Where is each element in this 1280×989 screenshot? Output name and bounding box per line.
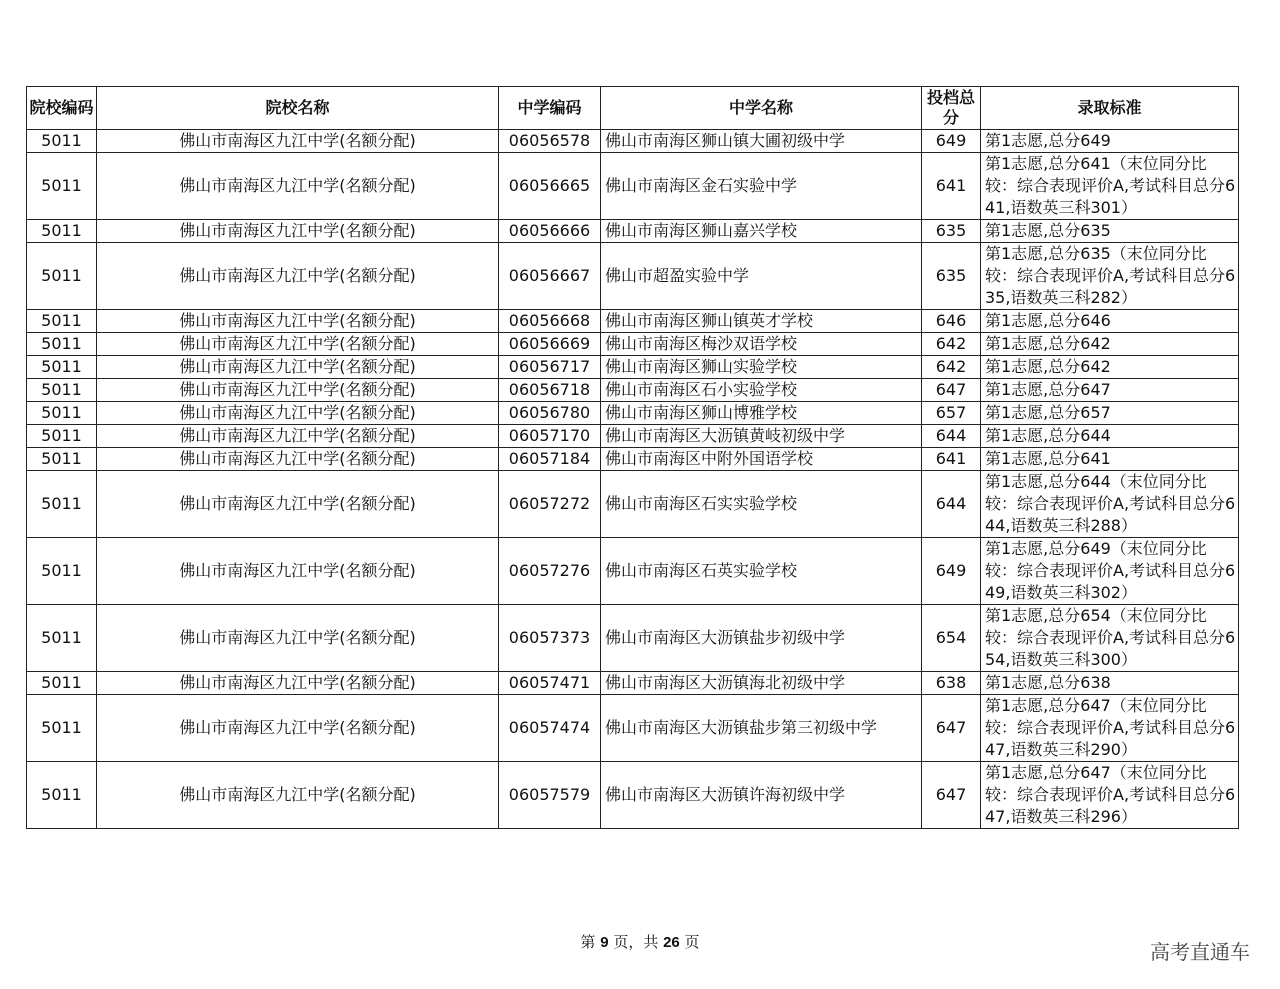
cell-school-code: 5011 [27, 310, 97, 333]
cell-middle-code: 06056717 [499, 356, 601, 379]
cell-score: 647 [922, 379, 981, 402]
cell-middle-code: 06056780 [499, 402, 601, 425]
cell-school-name: 佛山市南海区九江中学(名额分配) [97, 130, 499, 153]
cell-standard: 第1志愿,总分635（末位同分比较：综合表现评价A,考试科目总分635,语数英三科282） [981, 243, 1239, 310]
header-middle-name: 中学名称 [601, 87, 922, 130]
cell-middle-name: 佛山市南海区石英实验学校 [601, 538, 922, 605]
header-school-name: 院校名称 [97, 87, 499, 130]
cell-school-code: 5011 [27, 695, 97, 762]
cell-score: 641 [922, 153, 981, 220]
cell-school-name: 佛山市南海区九江中学(名额分配) [97, 243, 499, 310]
cell-middle-name: 佛山市南海区梅沙双语学校 [601, 333, 922, 356]
cell-middle-code: 06057276 [499, 538, 601, 605]
cell-standard: 第1志愿,总分641 [981, 448, 1239, 471]
cell-middle-code: 06056668 [499, 310, 601, 333]
table-header-row [27, 87, 1239, 130]
cell-standard: 第1志愿,总分642 [981, 356, 1239, 379]
header-standard: 录取标准 [981, 87, 1239, 130]
cell-school-code: 5011 [27, 605, 97, 672]
cell-middle-name: 佛山市南海区大沥镇盐步初级中学 [601, 605, 922, 672]
cell-score: 641 [922, 448, 981, 471]
cell-score: 647 [922, 695, 981, 762]
cell-standard: 第1志愿,总分644（末位同分比较：综合表现评价A,考试科目总分644,语数英三科288） [981, 471, 1239, 538]
cell-score: 654 [922, 605, 981, 672]
cell-school-name: 佛山市南海区九江中学(名额分配) [97, 605, 499, 672]
cell-school-code: 5011 [27, 379, 97, 402]
cell-school-code: 5011 [27, 425, 97, 448]
footer-page-number: 9 [600, 934, 609, 951]
header-middle-code: 中学编码 [499, 87, 601, 130]
cell-standard: 第1志愿,总分638 [981, 672, 1239, 695]
cell-score: 649 [922, 130, 981, 153]
admission-table [26, 86, 1239, 829]
table-row [27, 333, 1239, 356]
cell-school-code: 5011 [27, 220, 97, 243]
page-footer [0, 931, 1280, 952]
header-school-code: 院校编码 [27, 87, 97, 130]
cell-school-name: 佛山市南海区九江中学(名额分配) [97, 672, 499, 695]
cell-middle-name: 佛山市南海区狮山镇大圃初级中学 [601, 130, 922, 153]
cell-middle-code: 06057170 [499, 425, 601, 448]
header-score: 投档总分 [922, 87, 981, 130]
footer-total-pages: 26 [663, 934, 680, 951]
cell-school-code: 5011 [27, 243, 97, 310]
cell-school-name: 佛山市南海区九江中学(名额分配) [97, 762, 499, 829]
cell-middle-code: 06057474 [499, 695, 601, 762]
cell-school-code: 5011 [27, 762, 97, 829]
cell-school-name: 佛山市南海区九江中学(名额分配) [97, 379, 499, 402]
cell-middle-name: 佛山市南海区狮山博雅学校 [601, 402, 922, 425]
table-row [27, 130, 1239, 153]
table-row [27, 762, 1239, 829]
cell-middle-code: 06056666 [499, 220, 601, 243]
cell-standard: 第1志愿,总分641（末位同分比较：综合表现评价A,考试科目总分641,语数英三科301） [981, 153, 1239, 220]
cell-middle-name: 佛山市南海区大沥镇海北初级中学 [601, 672, 922, 695]
cell-school-name: 佛山市南海区九江中学(名额分配) [97, 471, 499, 538]
footer-middle: 页，共 [608, 933, 664, 951]
cell-score: 644 [922, 471, 981, 538]
footer-suffix: 页 [679, 933, 700, 951]
cell-school-name: 佛山市南海区九江中学(名额分配) [97, 356, 499, 379]
cell-school-name: 佛山市南海区九江中学(名额分配) [97, 333, 499, 356]
cell-standard: 第1志愿,总分644 [981, 425, 1239, 448]
cell-middle-name: 佛山市南海区石小实验学校 [601, 379, 922, 402]
cell-school-name: 佛山市南海区九江中学(名额分配) [97, 220, 499, 243]
footer-prefix: 第 [580, 933, 601, 951]
cell-score: 635 [922, 220, 981, 243]
cell-school-name: 佛山市南海区九江中学(名额分配) [97, 310, 499, 333]
cell-middle-code: 06057272 [499, 471, 601, 538]
table-row [27, 425, 1239, 448]
cell-school-name: 佛山市南海区九江中学(名额分配) [97, 425, 499, 448]
cell-school-code: 5011 [27, 672, 97, 695]
cell-school-name: 佛山市南海区九江中学(名额分配) [97, 153, 499, 220]
cell-middle-code: 06056578 [499, 130, 601, 153]
cell-school-code: 5011 [27, 402, 97, 425]
cell-score: 644 [922, 425, 981, 448]
cell-middle-name: 佛山市南海区石实实验学校 [601, 471, 922, 538]
cell-middle-code: 06056667 [499, 243, 601, 310]
table-row [27, 356, 1239, 379]
watermark: 高考直通车 [1150, 940, 1250, 964]
cell-score: 642 [922, 333, 981, 356]
cell-middle-name: 佛山市南海区大沥镇黄岐初级中学 [601, 425, 922, 448]
cell-middle-code: 06057579 [499, 762, 601, 829]
cell-standard: 第1志愿,总分649（末位同分比较：综合表现评价A,考试科目总分649,语数英三科302） [981, 538, 1239, 605]
cell-school-code: 5011 [27, 356, 97, 379]
cell-score: 635 [922, 243, 981, 310]
cell-middle-code: 06057184 [499, 448, 601, 471]
table-row [27, 220, 1239, 243]
cell-middle-code: 06056669 [499, 333, 601, 356]
cell-school-code: 5011 [27, 130, 97, 153]
cell-school-name: 佛山市南海区九江中学(名额分配) [97, 402, 499, 425]
cell-school-name: 佛山市南海区九江中学(名额分配) [97, 538, 499, 605]
cell-score: 647 [922, 762, 981, 829]
cell-school-name: 佛山市南海区九江中学(名额分配) [97, 695, 499, 762]
table-row [27, 448, 1239, 471]
cell-score: 646 [922, 310, 981, 333]
cell-school-code: 5011 [27, 153, 97, 220]
table-row [27, 605, 1239, 672]
cell-middle-name: 佛山市南海区大沥镇许海初级中学 [601, 762, 922, 829]
cell-middle-code: 06056718 [499, 379, 601, 402]
cell-middle-code: 06057373 [499, 605, 601, 672]
cell-score: 638 [922, 672, 981, 695]
cell-middle-name: 佛山市超盈实验中学 [601, 243, 922, 310]
cell-middle-name: 佛山市南海区中附外国语学校 [601, 448, 922, 471]
cell-middle-name: 佛山市南海区狮山镇英才学校 [601, 310, 922, 333]
cell-score: 649 [922, 538, 981, 605]
cell-standard: 第1志愿,总分635 [981, 220, 1239, 243]
cell-school-code: 5011 [27, 448, 97, 471]
cell-standard: 第1志愿,总分657 [981, 402, 1239, 425]
cell-standard: 第1志愿,总分649 [981, 130, 1239, 153]
table-row [27, 379, 1239, 402]
table-row [27, 310, 1239, 333]
cell-school-code: 5011 [27, 333, 97, 356]
cell-middle-name: 佛山市南海区金石实验中学 [601, 153, 922, 220]
cell-school-code: 5011 [27, 471, 97, 538]
table-row [27, 153, 1239, 220]
cell-school-code: 5011 [27, 538, 97, 605]
cell-middle-name: 佛山市南海区大沥镇盐步第三初级中学 [601, 695, 922, 762]
cell-score: 657 [922, 402, 981, 425]
cell-school-name: 佛山市南海区九江中学(名额分配) [97, 448, 499, 471]
table-row [27, 243, 1239, 310]
cell-middle-code: 06056665 [499, 153, 601, 220]
cell-standard: 第1志愿,总分654（末位同分比较：综合表现评价A,考试科目总分654,语数英三科300） [981, 605, 1239, 672]
cell-middle-name: 佛山市南海区狮山嘉兴学校 [601, 220, 922, 243]
cell-middle-name: 佛山市南海区狮山实验学校 [601, 356, 922, 379]
table-row [27, 538, 1239, 605]
cell-standard: 第1志愿,总分646 [981, 310, 1239, 333]
cell-score: 642 [922, 356, 981, 379]
table-row [27, 471, 1239, 538]
cell-middle-code: 06057471 [499, 672, 601, 695]
cell-standard: 第1志愿,总分647 [981, 379, 1239, 402]
cell-standard: 第1志愿,总分647（末位同分比较：综合表现评价A,考试科目总分647,语数英三科296） [981, 762, 1239, 829]
cell-standard: 第1志愿,总分642 [981, 333, 1239, 356]
table-row [27, 402, 1239, 425]
cell-standard: 第1志愿,总分647（末位同分比较：综合表现评价A,考试科目总分647,语数英三科290） [981, 695, 1239, 762]
table-row [27, 672, 1239, 695]
table-row [27, 695, 1239, 762]
